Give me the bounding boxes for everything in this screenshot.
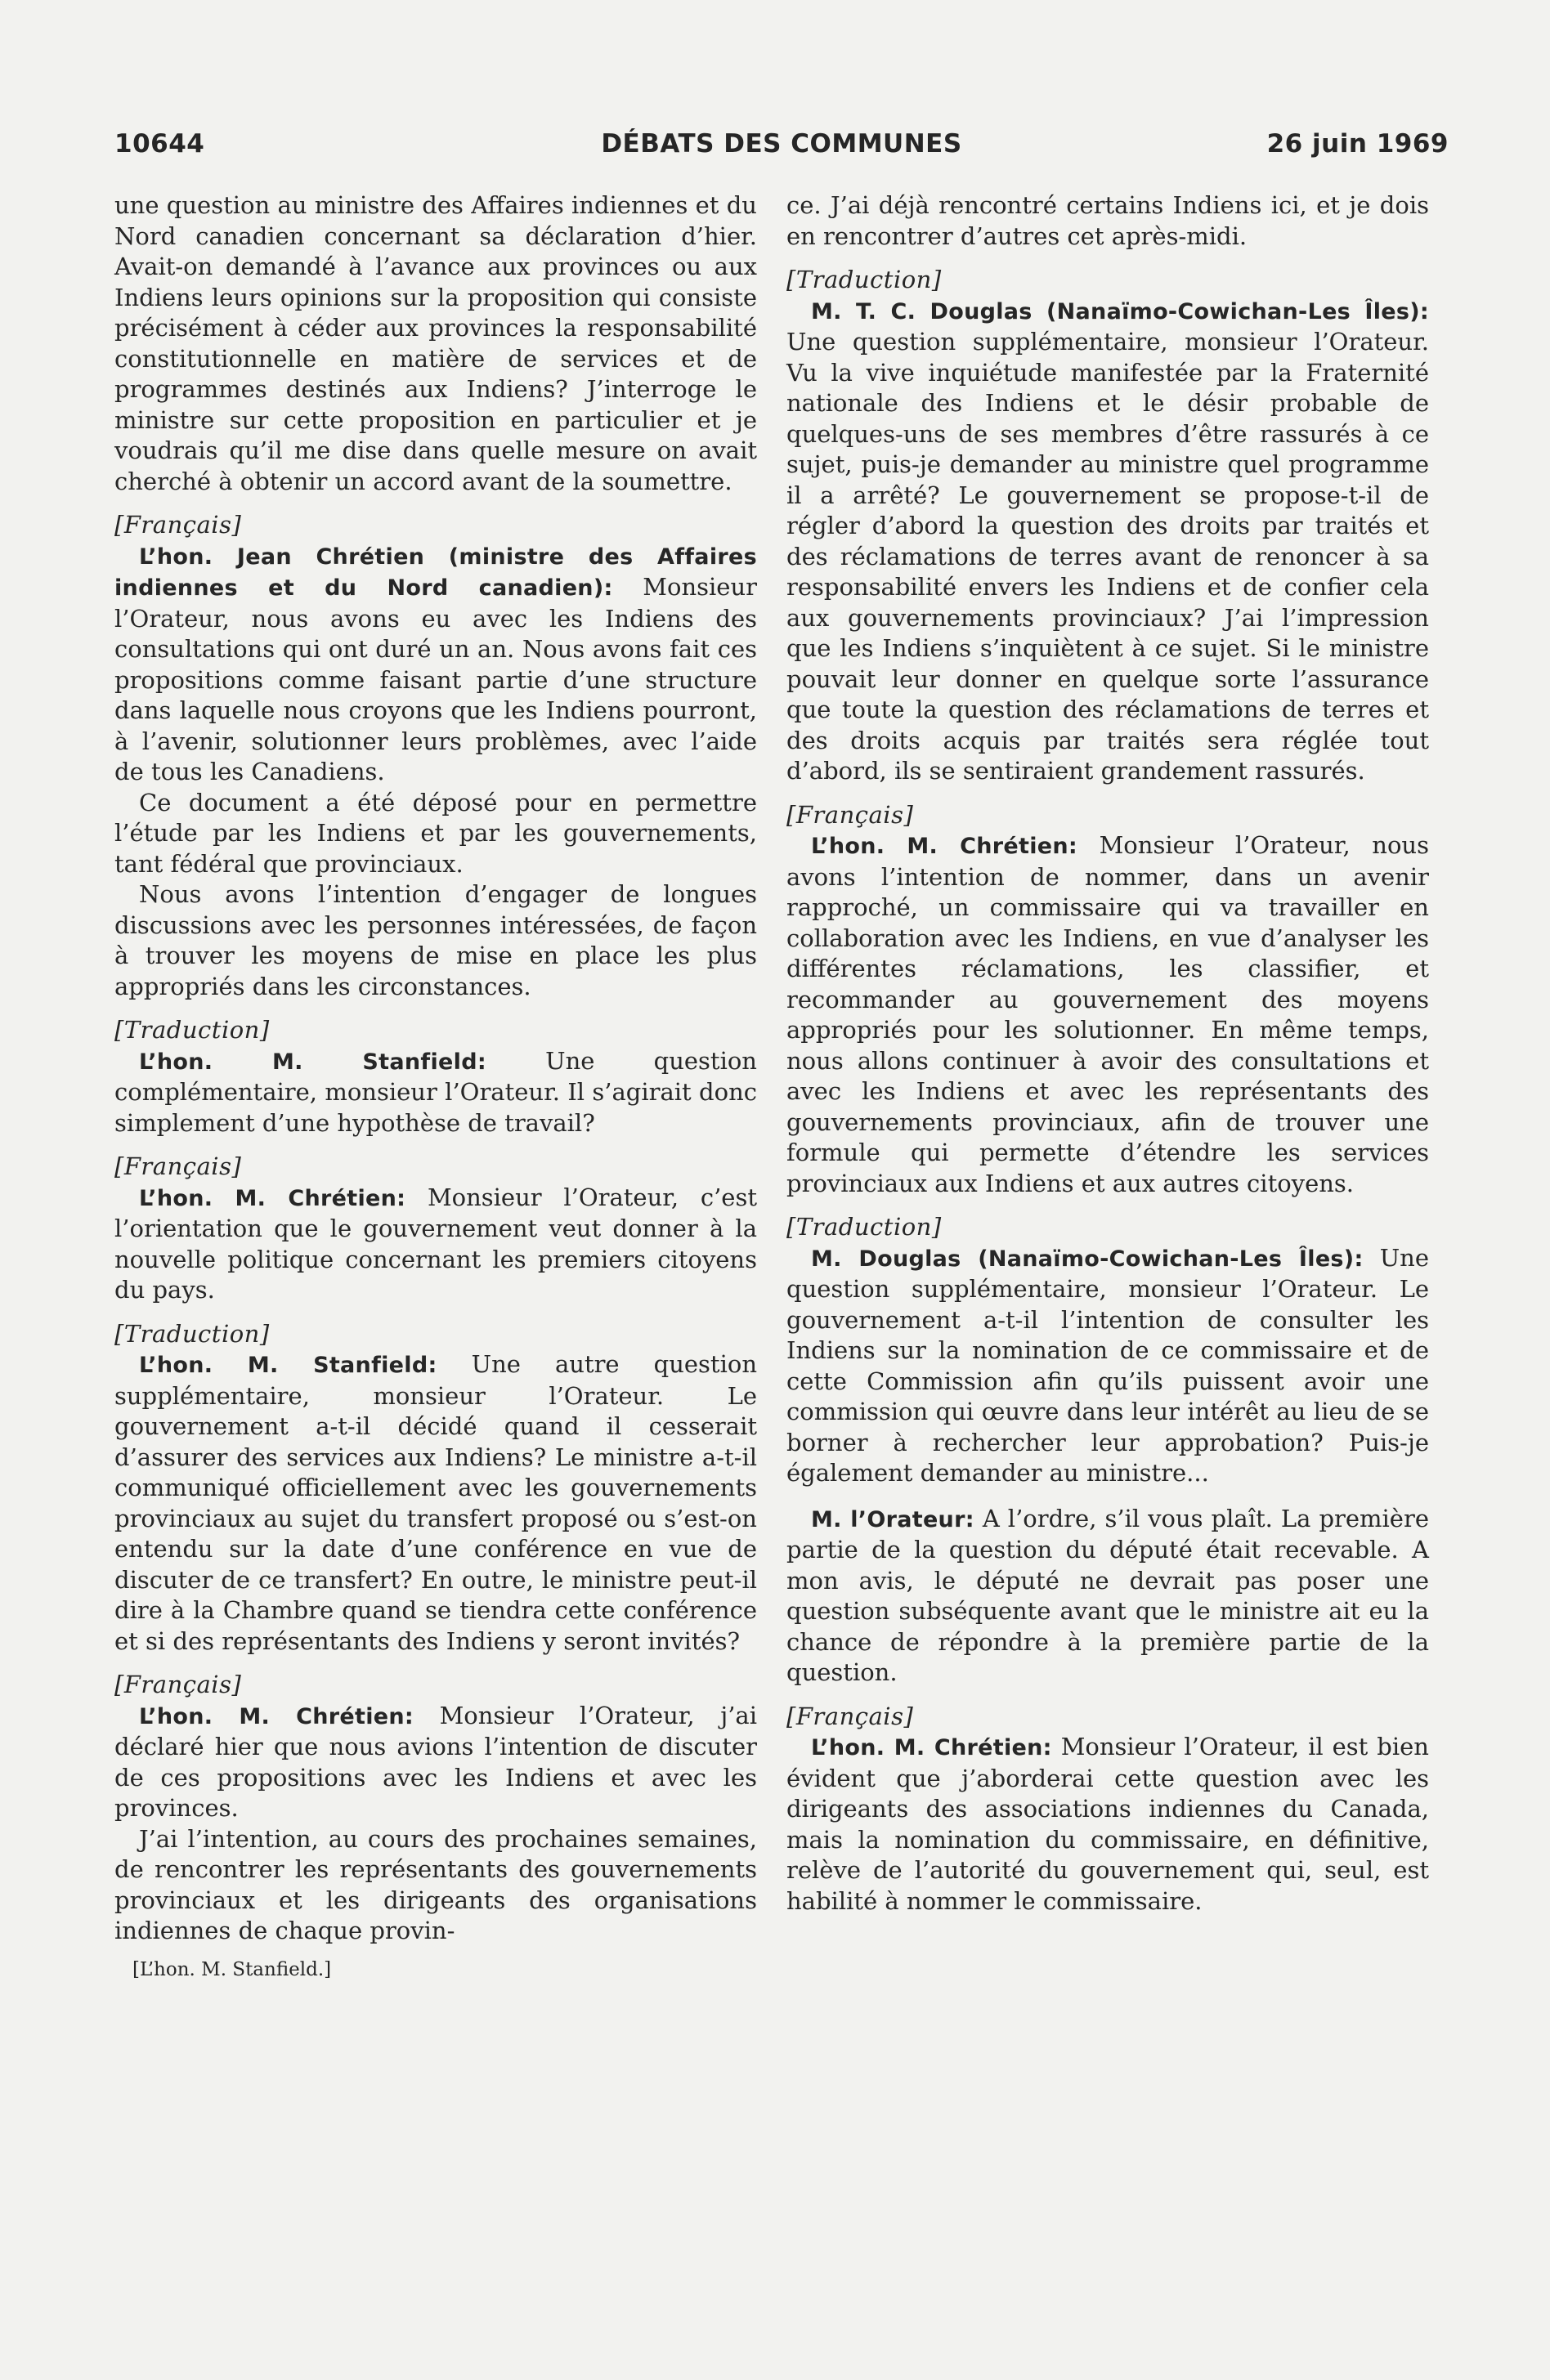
speaker-name: L’hon. M. Chrétien: bbox=[811, 834, 1078, 859]
language-tag: [Français] bbox=[114, 1671, 242, 1698]
paragraph: J’ai l’intention, au cours des prochaines semaines, de rencontrer les représentants des gouvernements provinciaux et les dirigeants des organisations indiennes de chaque provin- bbox=[114, 1824, 757, 1944]
speaker-name: L’hon. M. Chrétien: bbox=[811, 1735, 1052, 1760]
speaker-name: M. l’Orateur: bbox=[811, 1506, 974, 1532]
speech-text: A l’ordre, s’il vous plaît. La première partie de la question du député était recevable. A mon avis, le député ne devrait pas poser une question subséquente avant que le ministre ait eu la chance de répondre à la première partie de la question. bbox=[786, 1504, 1429, 1686]
language-tag: [Français] bbox=[114, 511, 242, 539]
speech-text: Monsieur l’Orateur, c’est l’orientation que le gouvernement veut donner à la nouvelle politique concernant les premiers citoyens du pays. bbox=[114, 1183, 757, 1304]
language-tag: [Français] bbox=[786, 800, 914, 829]
language-tag: [Traduction] bbox=[786, 1213, 942, 1241]
speech bbox=[786, 1243, 1429, 1489]
speaker-name: L’hon. M. Chrétien: bbox=[139, 1703, 414, 1729]
speech bbox=[114, 1349, 757, 1657]
language-tag: [Français] bbox=[114, 1152, 242, 1180]
speaker-name: L’hon. Jean Chrétien (ministre des Affaires indiennes et du Nord canadien): bbox=[114, 544, 757, 601]
speech-text: Monsieur l’Orateur, nous avons eu avec les Indiens des consultations qui ont duré un an. Nous avons fait ces propositions comme faisant partie d’une structure dans laquelle nous croyons que les Indiens pourront, à l’avenir, solutionner leurs problèmes, avec l’aide de tous les Canadiens. bbox=[114, 573, 757, 785]
speaker-name: L’hon. M. Stanfield: bbox=[139, 1353, 437, 1378]
language-tag: [Français] bbox=[786, 1702, 914, 1730]
speech bbox=[114, 1046, 757, 1139]
speech-text: Monsieur l’Orateur, nous avons l’intention de nommer, dans un avenir rapproché, un commissaire qui va travailler en collaboration avec les Indiens, en vue d’analyser les différentes réclamations, les classifier, et recommander au gouvernement des moyens appropriés pour les solutionner. En même temps, nous allons continuer à avoir des consultations et avec les Indiens et avec les représentants des gouvernements provinciaux, afin de trouver une formule qui permette d’étendre les services provinciaux aux Indiens et aux autres citoyens. bbox=[786, 831, 1429, 1197]
speech bbox=[786, 296, 1429, 787]
page-number: 10644 bbox=[114, 129, 205, 159]
footnote: [L’hon. M. Stanfield.] bbox=[132, 1958, 332, 1980]
paragraph: une question au ministre des Affaires indiennes et du Nord canadien concernant sa déclaration d’hier. Avait-on demandé à l’avance aux provinces ou aux Indiens leurs opinions sur la proposition qui consiste précisément à céder aux provinces la responsabilité constitutionnelle en matière de services et de programmes destinés aux Indiens? J’interroge le ministre sur cette proposition en particulier et je voudrais qu’il me dise dans quelle mesure on avait cherché à obtenir un accord avant de la soumettre. bbox=[114, 191, 757, 495]
left-column bbox=[114, 190, 757, 1983]
speech bbox=[114, 1183, 757, 1306]
paragraph: Ce document a été déposé pour en permettre l’étude par les Indiens et par les gouvernements, tant fédéral que provinciaux. bbox=[114, 788, 757, 878]
speaker-name: L’hon. M. Chrétien: bbox=[139, 1185, 406, 1211]
speech bbox=[786, 1504, 1429, 1689]
paragraph: Nous avons l’intention d’engager de longues discussions avec les personnes intéressées, de façon à trouver les moyens de mise en place les plus appropriés dans les circonstances. bbox=[114, 880, 757, 1000]
page-header bbox=[114, 129, 1449, 165]
speech bbox=[114, 541, 757, 788]
speaker-name: M. T. C. Douglas (Nanaïmo-Cowichan-Les Îles): bbox=[811, 298, 1429, 324]
right-column bbox=[786, 190, 1429, 1917]
publication-title: DÉBATS DES COMMUNES bbox=[601, 129, 962, 159]
speech bbox=[786, 1732, 1429, 1917]
speech-text: Une question supplémentaire, monsieur l’Orateur. Vu la vive inquiétude manifestée par la Fraternité nationale des Indiens et le désir probable de quelques-uns de ses membres d’être rassurés à ce sujet, puis-je demander au ministre quel programme il a arrêté? Le gouvernement se propose-t-il de régler d’abord la question des droits par traités et des réclamations de terres avant de renoncer à sa responsabilité envers les Indiens et de confier cela aux gouvernements provinciaux? J’ai l’impression que les Indiens s’inquiètent à ce sujet. Si le ministre pouvait leur donner en quelque sorte l’assurance que toute la question des réclamations de terres et des droits acquis par traités sera réglée tout d’abord, ils se sentiraient grandement rassurés. bbox=[786, 328, 1429, 785]
language-tag: [Traduction] bbox=[114, 1016, 270, 1044]
speaker-name: L’hon. M. Stanfield: bbox=[139, 1049, 486, 1075]
speech-text: Une question supplémentaire, monsieur l’Orateur. Le gouvernement a-t-il l’intention de consulter les Indiens sur la nomination de ce commissaire et de cette Commission afin qu’ils puissent avoir une commission qui œuvre dans leur intérêt au lieu de se borner à rechercher leur approbation? Puis-je également demander au ministre... bbox=[786, 1243, 1430, 1487]
speech bbox=[114, 1701, 757, 1824]
page-date: 26 juin 1969 bbox=[1266, 129, 1449, 159]
speech-text: Une question complémentaire, monsieur l’Orateur. Il s’agirait donc simplement d’une hypothèse de travail? bbox=[114, 1046, 757, 1137]
language-tag: [Traduction] bbox=[114, 1319, 270, 1348]
speaker-name: M. Douglas (Nanaïmo-Cowichan-Les Îles): bbox=[811, 1246, 1364, 1272]
speech-text: Monsieur l’Orateur, il est bien évident que j’aborderai cette question avec les dirigeants des associations indiennes du Canada, mais la nomination du commissaire, en définitive, relève de l’autorité du gouvernement qui, seul, est habilité à nommer le commissaire. bbox=[786, 1733, 1429, 1915]
speech-text: Monsieur l’Orateur, j’ai déclaré hier que nous avions l’intention de discuter de ces propositions avec les Indiens et avec les provinces. bbox=[114, 1701, 757, 1822]
speech-text: Une autre question supplémentaire, monsieur l’Orateur. Le gouvernement a-t-il décidé quand il cesserait d’assurer des services aux Indiens? Le ministre a-t-il communiqué officiellement avec les gouvernements provinciaux au sujet du transfert proposé ou s’est-on entendu sur la date d’une conférence en vue de discuter de ce transfert? En outre, le ministre peut-il dire à la Chambre quand se tiendra cette conférence et si des représentants des Indiens y seront invités? bbox=[114, 1350, 757, 1655]
paragraph: ce. J’ai déjà rencontré certains Indiens ici, et je dois en rencontrer d’autres cet après-midi. bbox=[786, 191, 1429, 250]
speech bbox=[786, 830, 1429, 1199]
language-tag: [Traduction] bbox=[786, 266, 942, 293]
